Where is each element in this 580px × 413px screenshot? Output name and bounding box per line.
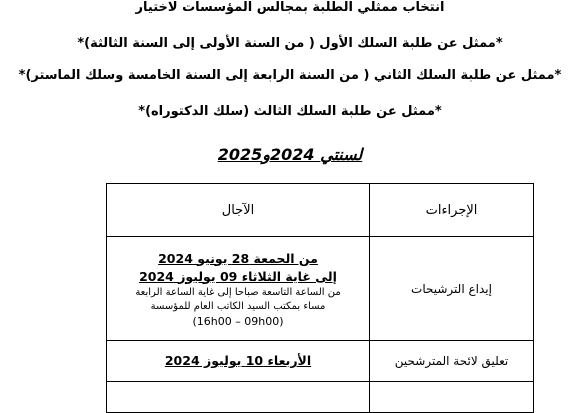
cycle-one-line: *ممثل عن طلبة السلك الأول ( من السنة الأولى إلى السنة الثالثة)* — [77, 36, 503, 51]
procedures-header: الإجراءات — [370, 184, 534, 237]
years-heading: لسنتي 2024و2025 — [217, 145, 363, 164]
procedure-cell: تعليق لائحة المترشحين — [370, 341, 534, 382]
table-row — [107, 237, 534, 341]
procedure-cell — [370, 382, 534, 413]
deadline-cell — [107, 237, 370, 341]
schedule-table — [106, 183, 534, 413]
document-title: انتخاب ممثلي الطلبة بمجالس المؤسسات لاختيار — [135, 0, 445, 15]
table-row — [107, 341, 534, 382]
cycle-two-line: *ممثل عن طلبة السلك الثاني ( من السنة الرابعة إلى السنة الخامسة وسلك الماستر)* — [18, 68, 562, 83]
table-header-row — [107, 184, 534, 237]
procedure-cell: إيداع الترشيحات — [370, 237, 534, 341]
deadline-cell — [107, 382, 370, 413]
deadline-date: الأربعاء 10 يوليوز 2024 — [164, 353, 312, 368]
deadlines-header: الآجال — [107, 184, 370, 237]
deadline-end: إلى غاية الثلاثاء 09 يوليوز 2024 — [139, 268, 337, 284]
deadline-hours: (16h00 – 09h00) — [192, 314, 284, 328]
table-row — [107, 382, 534, 413]
deadline-cell — [107, 341, 370, 382]
deadline-note-line1: من الساعة التاسعة صباحا إلى غاية الساعة الرابعة — [135, 286, 341, 298]
deadline-note-line2: مساء بمكتب السيد الكاتب العام للمؤسسة — [150, 300, 326, 312]
cycle-three-line: *ممثل عن طلبة السلك الثالث (سلك الدكتوراه)* — [138, 104, 442, 119]
deadline-start: من الجمعة 28 يونيو 2024 — [158, 250, 318, 266]
